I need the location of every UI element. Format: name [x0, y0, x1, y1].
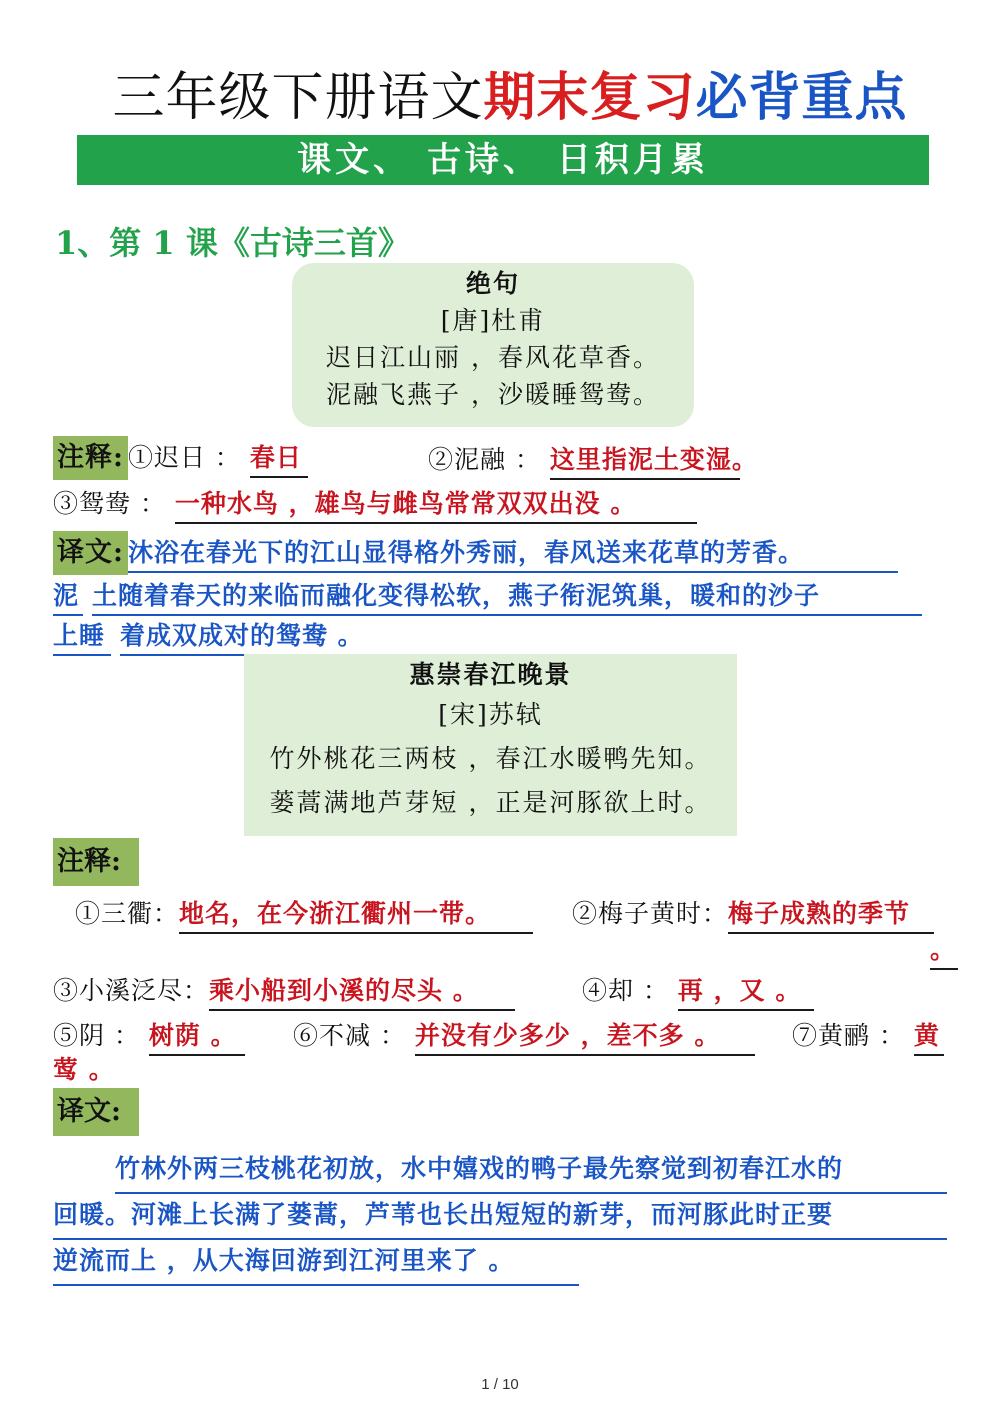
poem-line: 蒌蒿满地芦芽短 ，正是河豚欲上时。: [269, 788, 712, 817]
note-definition: 一种水鸟 ，雄鸟与雌鸟常常双双出没 。: [175, 484, 697, 524]
poem-title: 绝句: [465, 269, 520, 298]
note-term: ③鸳鸯 ：: [53, 489, 166, 518]
page-number: 1 / 10: [481, 1376, 519, 1393]
translation-text: 竹林外两三枝桃花初放，水中嬉戏的鸭子最先察觉到初春江水的: [115, 1148, 947, 1194]
notes2-tag-row: [53, 838, 139, 886]
poem-box-jueju: [292, 263, 694, 427]
note-definition: 树荫 。: [149, 1016, 245, 1056]
note-term: ⑦黄鹂 ：: [792, 1021, 905, 1050]
trans2-paragraph: [53, 1148, 953, 1286]
note-term: ②梅子黄时：: [572, 899, 729, 928]
poem-title: 惠崇春江晚景: [409, 660, 572, 689]
translation-text: 上睡: [53, 616, 111, 656]
poem-author: [唐]杜甫: [440, 306, 546, 335]
translation-text: 沐浴在春光下的江山显得格外秀丽，春风送来花草的芳香。: [128, 533, 898, 573]
note-term: ④却 ：: [582, 976, 669, 1005]
poem-line: 迟日江山丽 ，春风花草香。: [326, 343, 660, 372]
note-definition: 春日: [250, 438, 308, 478]
note-term: ③小溪泛尽：: [53, 976, 210, 1005]
note-definition: 并没有少多少 ，差不多 。: [415, 1016, 755, 1056]
notes-tag: 注释:: [53, 838, 139, 886]
notes-tag: 注释:: [53, 436, 128, 480]
note-definition: 莺 。: [53, 1050, 119, 1090]
translation-text: 着成双成对的鸳鸯 。: [120, 616, 395, 656]
translation-text: 泥: [53, 576, 83, 616]
trans1-row2: [53, 576, 922, 616]
note-definition: 这里指泥土变湿。: [550, 440, 740, 480]
trans1-row1: [53, 531, 898, 575]
notes2-row3c: [792, 1016, 944, 1056]
notes2-row2b: [582, 971, 814, 1011]
note-definition: 再 ，又 。: [678, 971, 814, 1011]
title-part-final-review: 期末复习: [483, 68, 696, 128]
translation-text: 回暖。河滩上长满了蒌蒿，芦苇也长出短短的新芽，而河豚此时正要: [53, 1194, 947, 1240]
translation-tag: 译文:: [53, 1088, 139, 1136]
note-definition: 。: [930, 930, 958, 970]
trans2-tag-row: [53, 1088, 139, 1136]
notes2-row1: [75, 894, 533, 934]
translation-tag: 译文:: [53, 531, 128, 575]
poem-line: 竹外桃花三两枝 ，春江水暖鸭先知。: [269, 744, 712, 773]
note-term: ①三衢：: [75, 899, 180, 928]
note-term: ⑥不减 ：: [293, 1021, 406, 1050]
note-term: ①迟日 ：: [127, 443, 241, 472]
note-definition: 乘小船到小溪的尽头 。: [209, 971, 515, 1011]
title-part-must-recite: 必背重点: [695, 68, 908, 128]
title-part-grade: 三年级下册语文: [112, 68, 484, 128]
translation-text: 逆流而上 ，从大海回游到江河里来了 。: [53, 1240, 579, 1286]
section-banner: 课文、 古诗、 日积月累: [77, 135, 929, 185]
note-definition: 梅子成熟的季节: [728, 894, 934, 934]
notes1-row1b: [428, 440, 758, 480]
note-definition: 地名，在今浙江衢州一带。: [179, 894, 533, 934]
notes2-row3b: [293, 1016, 755, 1056]
translation-text: 土随着春天的来临而融化变得松软，燕子衔泥筑巢，暖和的沙子: [92, 576, 922, 616]
note-definition: 黄: [914, 1016, 944, 1056]
notes2-row1c: [930, 930, 958, 970]
notes2-row1b: [572, 894, 934, 934]
note-term: ②泥融 ：: [428, 445, 541, 474]
lesson-heading: 1、第 1 课《古诗三首》: [55, 224, 410, 262]
page-title: [0, 66, 1000, 130]
trans1-row3: [53, 616, 395, 656]
notes1-row1: [53, 436, 308, 480]
poem-author: [宋]苏轼: [438, 700, 543, 729]
poem-box-huichong: [244, 654, 737, 836]
notes2-row2: [53, 971, 515, 1011]
note-term: ⑤阴 ：: [53, 1021, 140, 1050]
notes1-row2: [53, 484, 697, 524]
poem-line: 泥融飞燕子 ，沙暖睡鸳鸯。: [326, 380, 660, 409]
notes2-row4: [53, 1050, 119, 1090]
